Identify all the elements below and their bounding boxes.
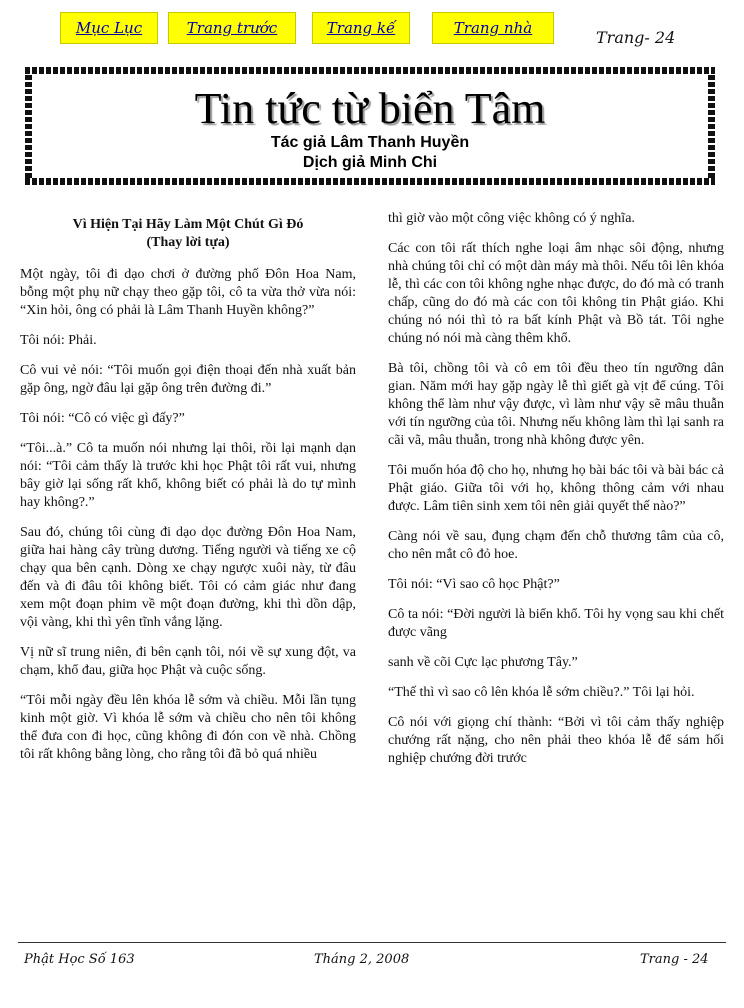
paragraph: Tôi nói: “Cô có việc gì đấy?”	[20, 411, 185, 426]
paragraph: “Tôi mỗi ngày đều lên khóa lễ sớm và chiều. Mỗi lần tụng kinh một giờ. Vì khóa lễ sớm và chiều cho nên tôi không thể đưa con đi học, cũng không đi đón con về nhà. Chồng tôi rất không bằng lòng, cho rằng tôi đã bỏ quá nhiều	[20, 693, 356, 762]
section-heading: Vì Hiện Tại Hãy Làm Một Chút Gì Đó	[72, 217, 304, 232]
top-navigation	[0, 12, 744, 47]
article-title: Tin tức từ biển Tâm	[194, 84, 546, 133]
paragraph: Tôi nói: Phải.	[20, 333, 97, 348]
left-column	[20, 208, 356, 776]
paragraph: Tôi nói: “Vì sao cô học Phật?”	[388, 577, 560, 592]
footer-date: Tháng 2, 2008	[314, 952, 410, 967]
paragraph: Cô vui vẻ nói: “Tôi muốn gọi điện thoại đến nhà xuất bản gặp ông, ngờ đâu lại gặp ông trên đường đi.”	[20, 363, 356, 396]
nav-button-next-page[interactable]: Trang kế	[312, 12, 410, 44]
section-title	[20, 216, 356, 252]
footer-page-number: Trang - 24	[640, 952, 709, 967]
footer-divider	[18, 942, 726, 943]
paragraph: Tôi muốn hóa độ cho họ, nhưng họ bài bác tôi và bài bác cả Phật giáo. Giữa tôi với họ, không thông cảm với nhau được. Lâm tiên sinh xem tôi nên giải quyết thế nào?”	[388, 463, 724, 514]
paragraph: Càng nói về sau, đụng chạm đến chỗ thương tâm của cô, cho nên mắt cô đỏ hoe.	[388, 529, 724, 562]
footer-issue: Phật Học Số 163	[24, 952, 135, 967]
paragraph: Một ngày, tôi đi dạo chơi ở đường phố Đôn Hoa Nam, bỗng một phụ nữ chạy theo gặp tôi, cô ta vừa thở vừa nói: “Xin hỏi, ông có phải là Lâm Thanh Huyền không?”	[20, 267, 356, 318]
paragraph: Cô ta nói: “Đời người là biển khổ. Tôi hy vọng sau khi chết được vãng	[388, 607, 724, 640]
paragraph: Các con tôi rất thích nghe loại âm nhạc sôi động, nhưng nhà chúng tôi chỉ có một dàn máy mà thôi. Nếu tôi lên khóa lễ, thì các con tôi không nghe nhạc được, do đó mà có tranh chấp, cũng do đó mà các con tôi không tin Phật giáo. Khi chúng nó nói thì tỏ ra bất kính Phật và Bồ tát. Tôi nghe chúng nó nói mà càng thêm khổ.	[388, 241, 724, 346]
section-subheading: (Thay lời tựa)	[146, 235, 230, 250]
paragraph: thì giờ vào một công việc không có ý nghĩa.	[388, 211, 635, 226]
nav-button-table-of-contents[interactable]: Mục Lục	[60, 12, 158, 44]
right-column	[388, 210, 724, 780]
paragraph: “Thế thì vì sao cô lên khóa lễ sớm chiều?.” Tôi lại hỏi.	[388, 685, 695, 700]
nav-button-previous-page[interactable]: Trang trước	[168, 12, 296, 44]
paragraph: Cô nói với giọng chí thành: “Bởi vì tôi cảm thấy nghiệp chướng rất nặng, cho nên phải theo khóa lễ để sám hối nghiệp chướng đời trước	[388, 715, 724, 766]
translator-line: Dịch giả Minh Chi	[302, 154, 438, 171]
title-banner	[18, 60, 722, 192]
paragraph: Bà tôi, chồng tôi và cô em tôi đều theo tín ngưỡng dân gian. Năm mới hay gặp ngày lễ thì giết gà vịt để cúng. Tôi không thể làm như vậy được, vì làm như vậy sẽ mâu thuẫn với tín ngưỡng của tôi. Nhưng nếu không làm thì lại sanh ra cãi vã, mâu thuẫn, trong nhà không được yên.	[388, 361, 724, 448]
author-line: Tác giả Lâm Thanh Huyền	[270, 134, 470, 151]
paragraph: “Tôi...à.” Cô ta muốn nói nhưng lại thôi, rồi lại mạnh dạn nói: “Tôi cảm thấy là trước khi học Phật tôi rất vui, nhưng bây giờ lại sống rất khổ, không biết có phải là do tự mình hay không?.”	[20, 441, 356, 510]
paragraph: sanh về cõi Cực lạc phương Tây.”	[388, 655, 578, 670]
paragraph: Vị nữ sĩ trung niên, đi bên cạnh tôi, nói về sự xung đột, va chạm, khổ đau, giữa học Phật và cuộc sống.	[20, 645, 356, 678]
nav-button-home-page[interactable]: Trang nhà	[432, 12, 554, 44]
paragraph: Sau đó, chúng tôi cùng đi dạo dọc đường Đôn Hoa Nam, giữa hai hàng cây trùng dương. Tiếng người và tiếng xe cộ chạy qua bên cạnh. Dòng xe chạy ngược xuôi này, từ đâu đến và đi đâu tôi không biết. Tôi có cảm giác như đang xem một đoạn phim về một đoạn đường, khi thì dồn dập, vội vàng, khi thì yên tĩnh vắng lặng.	[20, 525, 356, 630]
page-number-top: Trang- 24	[596, 28, 676, 47]
